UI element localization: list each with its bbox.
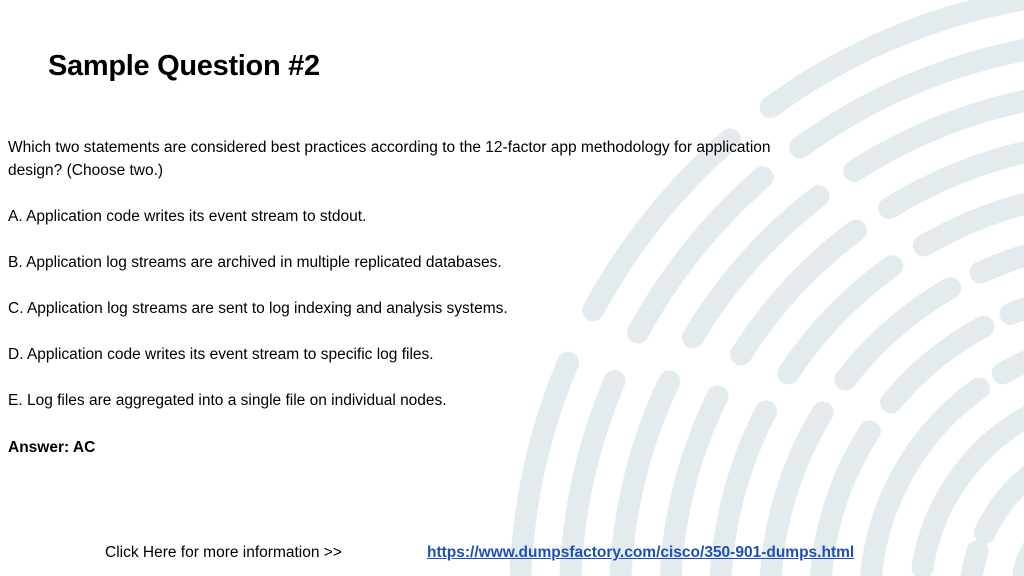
answer-option-a: A. Application code writes its event stream to stdout. <box>8 208 367 225</box>
answer-option-d: D. Application code writes its event stream to specific log files. <box>8 346 434 363</box>
slide-title: Sample Question #2 <box>48 50 320 82</box>
answer-text: Answer: AC <box>8 439 96 456</box>
answer-option-e: E. Log files are aggregated into a single file on individual nodes. <box>8 392 447 409</box>
dumps-link[interactable]: https://www.dumpsfactory.com/cisco/350-901-dumps.html <box>427 544 855 561</box>
question-text: Which two statements are considered best practices according to the 12-factor app methodology for application design? (Choose two.) <box>8 139 771 179</box>
footer-info-text: Click Here for more information >> <box>105 544 342 561</box>
answer-option-c: C. Application log streams are sent to log indexing and analysis systems. <box>8 300 508 317</box>
answer-option-b: B. Application log streams are archived in multiple replicated databases. <box>8 254 502 271</box>
